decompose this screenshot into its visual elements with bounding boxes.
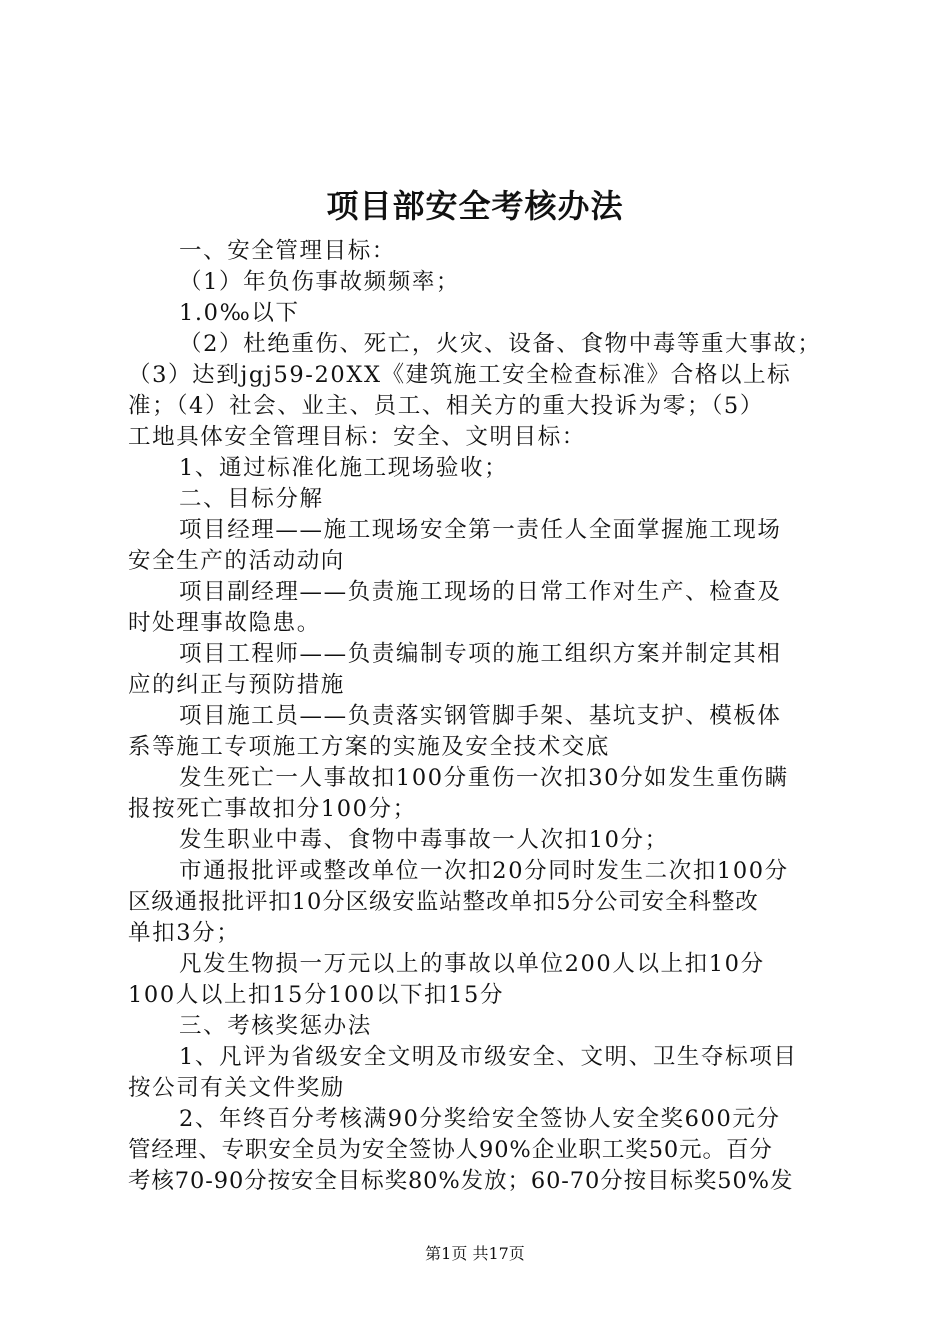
text-line: 发生职业中毒、食物中毒事故一人次扣10分； xyxy=(179,827,669,853)
text-line: 安全生产的活动动向 xyxy=(128,548,345,574)
text-line: 系等施工专项施工方案的实施及安全技术交底 xyxy=(128,734,611,760)
text-line: 项目副经理——负责施工现场的日常工作对生产、检查及 xyxy=(179,579,782,605)
text-line: 应的纠正与预防措施 xyxy=(128,672,345,698)
text-line: 工地具体安全管理目标：安全、文明目标： xyxy=(128,424,586,450)
text-line: 准；（4）社会、业主、员工、相关方的重大投诉为零；（5） xyxy=(128,393,764,419)
text-line: 凡发生物损一万元以上的事故以单位200人以上扣10分 xyxy=(179,951,765,977)
text-line: 一、安全管理目标： xyxy=(179,238,396,264)
text-line: 1、凡评为省级安全文明及市级安全、文明、卫生夺标项目 xyxy=(179,1044,798,1070)
text-line: 报按死亡事故扣分100分； xyxy=(128,796,417,822)
text-line: 项目施工员——负责落实钢管脚手架、基坑支护、模板体 xyxy=(179,703,782,729)
text-line: 区级通报批评扣10分区级安监站整改单扣5分公司安全科整改 xyxy=(128,889,759,915)
text-line: （1）年负伤事故频频率； xyxy=(179,269,461,295)
text-line: 市通报批评或整改单位一次扣20分同时发生二次扣100分 xyxy=(179,858,789,884)
text-line: 时处理事故隐患。 xyxy=(128,610,321,636)
text-line: 1.0‰以下 xyxy=(179,300,300,326)
section-heading: 三、考核奖惩办法 xyxy=(179,1013,372,1039)
text-line: 单扣3分； xyxy=(128,920,241,946)
text-line: 1、通过标准化施工现场验收； xyxy=(179,455,509,481)
text-line: 项目工程师——负责编制专项的施工组织方案并制定其相 xyxy=(179,641,782,667)
text-line: 按公司有关文件奖励 xyxy=(128,1075,345,1101)
text-line: 项目经理——施工现场安全第一责任人全面掌握施工现场 xyxy=(179,517,782,543)
text-line: （3）达到jgj59-20XX《建筑施工安全检查标准》合格以上标 xyxy=(128,362,792,388)
text-line: 100人以上扣15分100以下扣15分 xyxy=(128,982,505,1008)
document-title: 项目部安全考核办法 xyxy=(326,187,624,225)
text-line: （2）杜绝重伤、死亡，火灾、设备、食物中毒等重大事故； xyxy=(179,331,822,357)
text-line: 管经理、专职安全员为安全签协人90%企业职工奖50元。百分 xyxy=(128,1137,773,1163)
section-heading: 二、目标分解 xyxy=(179,486,324,512)
text-line: 考核70-90分按安全目标奖80%发放；60-70分按目标奖50%发 xyxy=(128,1168,794,1194)
page-footer: 第1页 共17页 xyxy=(425,1244,525,1263)
text-line: 发生死亡一人事故扣100分重伤一次扣30分如发生重伤瞒 xyxy=(179,765,789,791)
text-line: 2、年终百分考核满90分奖给安全签协人安全奖600元分 xyxy=(179,1106,781,1132)
